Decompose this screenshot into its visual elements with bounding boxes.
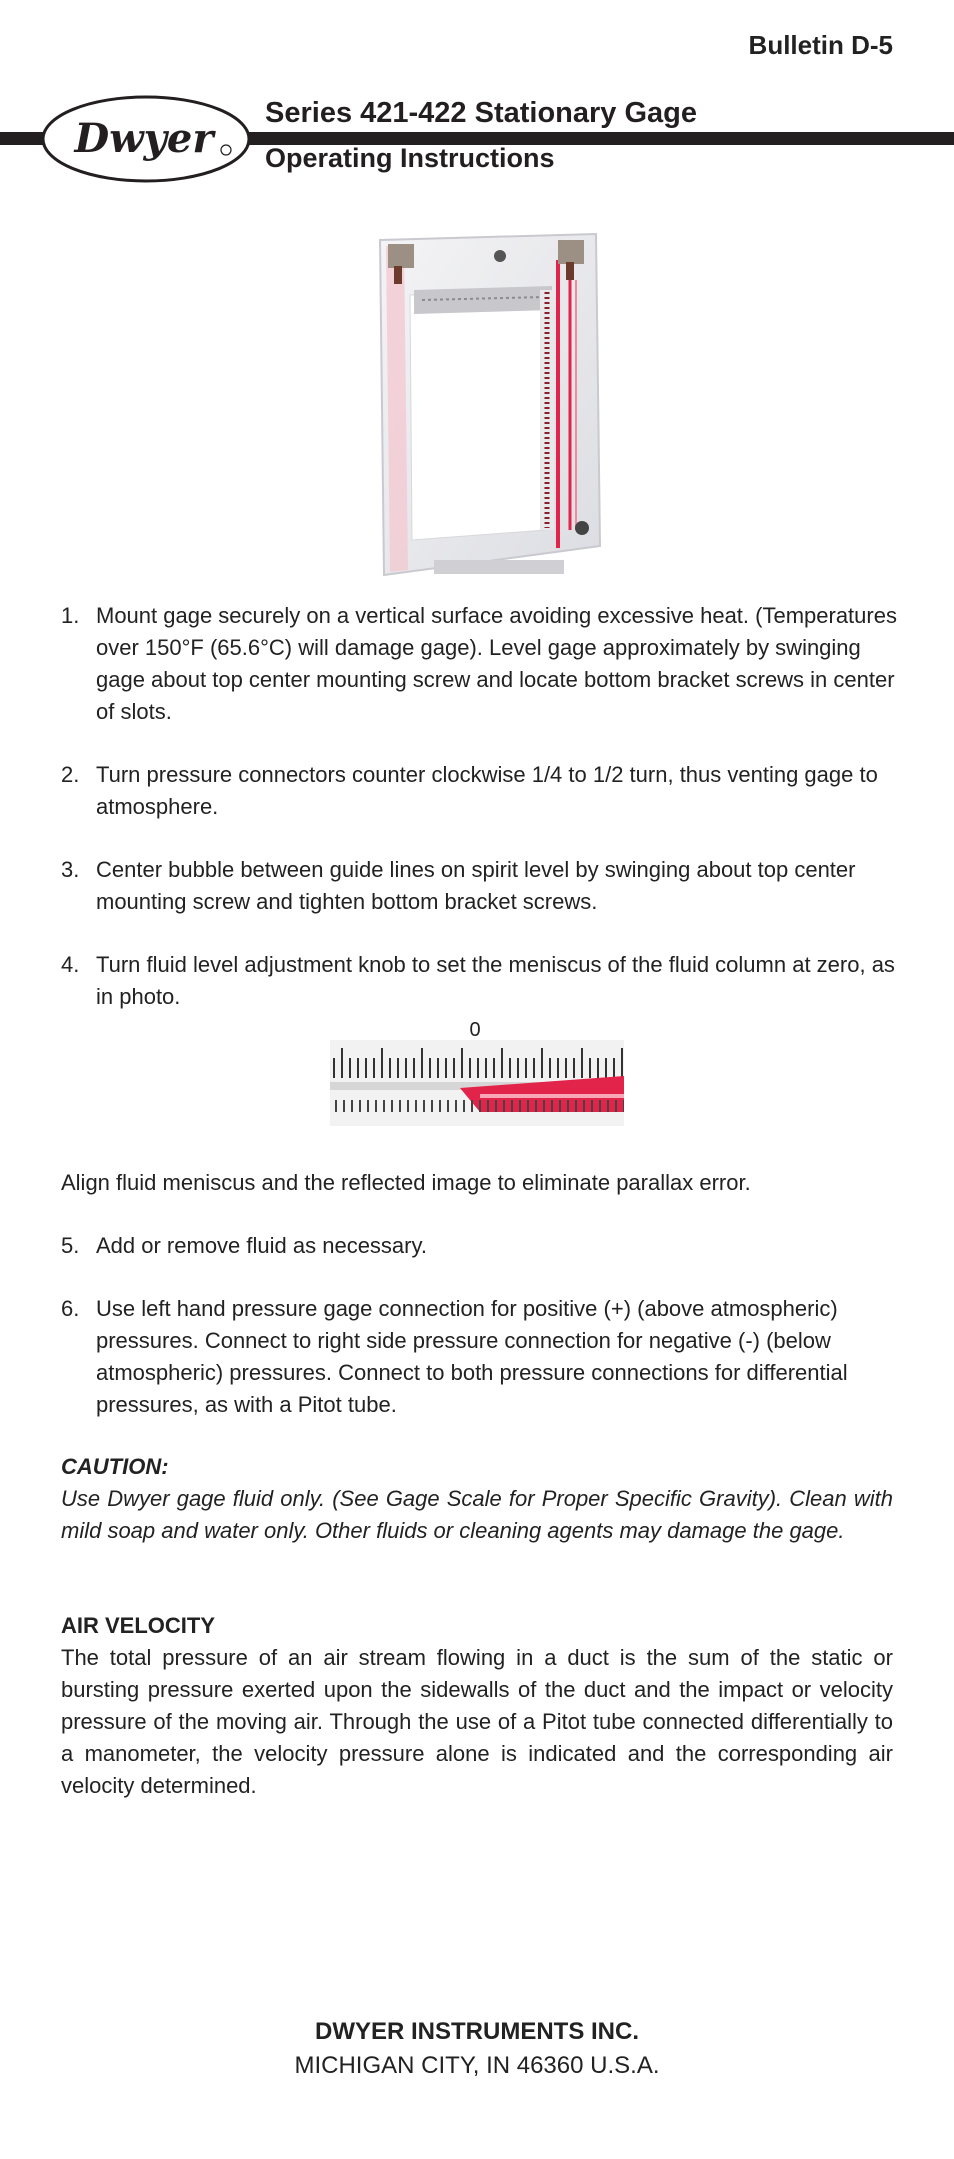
- air-velocity-text: The total pressure of an air stream flowing in a duct is the sum of the static or bursting pressure exerted upon the sidewalls of the duct and the impact or velocity pressure of the moving air. Through the use of a Pitot tube connected differentially to a manometer, the velocity pressure alone is indicated and the corresponding air velocity determined.: [61, 1645, 893, 1798]
- bulletin-number: Bulletin D-5: [748, 30, 893, 60]
- logo-text: Dwyer: [74, 115, 214, 162]
- gage-photo: [374, 230, 606, 580]
- align-note: Align fluid meniscus and the reflected image to eliminate parallax error.: [61, 1170, 751, 1195]
- meniscus-scale-photo: [330, 1016, 624, 1126]
- list-item: 1. Mount gage securely on a vertical surface avoiding excessive heat. (Temperatures over 150°F (65.6°C) will damage gage). Level gage approximately by swinging gage about top center mounting screw and locate bottom bracket screws in center of slots.: [61, 603, 897, 724]
- list-item: 5. Add or remove fluid as necessary.: [61, 1233, 427, 1258]
- list-item: 2. Turn pressure connectors counter clockwise 1/4 to 1/2 turn, thus venting gage to atmosphere.: [61, 762, 878, 819]
- instruction-list-a: [61, 600, 901, 1013]
- air-velocity-heading: AIR VELOCITY: [61, 1613, 216, 1638]
- page-title: Series 421-422 Stationary Gage: [265, 97, 698, 129]
- scale-zero-label: 0: [469, 1019, 481, 1041]
- caution-text: Use Dwyer gage fluid only. (See Gage Scale for Proper Specific Gravity). Clean with mild soap and water only. Other fluids or cleaning agents may damage the gage.: [61, 1486, 893, 1543]
- dwyer-logo: [40, 94, 252, 184]
- caution-heading: CAUTION:: [61, 1454, 169, 1479]
- footer-company: DWYER INSTRUMENTS INC.: [315, 2018, 639, 2045]
- page-subtitle: Operating Instructions: [265, 143, 555, 173]
- list-item: 3. Center bubble between guide lines on spirit level by swinging about top center mounting screw and tighten bottom bracket screws.: [61, 857, 856, 914]
- list-item: 6. Use left hand pressure gage connection for positive (+) (above atmospheric) pressures. Connect to right side pressure connection for negative (-) (below atmospheric) pressures. Connect to both pressure connections for differential pressures, as with a Pitot tube.: [61, 1296, 848, 1417]
- list-item: 4. Turn fluid level adjustment knob to set the meniscus of the fluid column at zero, as in photo.: [61, 952, 895, 1009]
- instruction-list-b: [61, 1230, 901, 1421]
- footer-address: MICHIGAN CITY, IN 46360 U.S.A.: [294, 2052, 660, 2079]
